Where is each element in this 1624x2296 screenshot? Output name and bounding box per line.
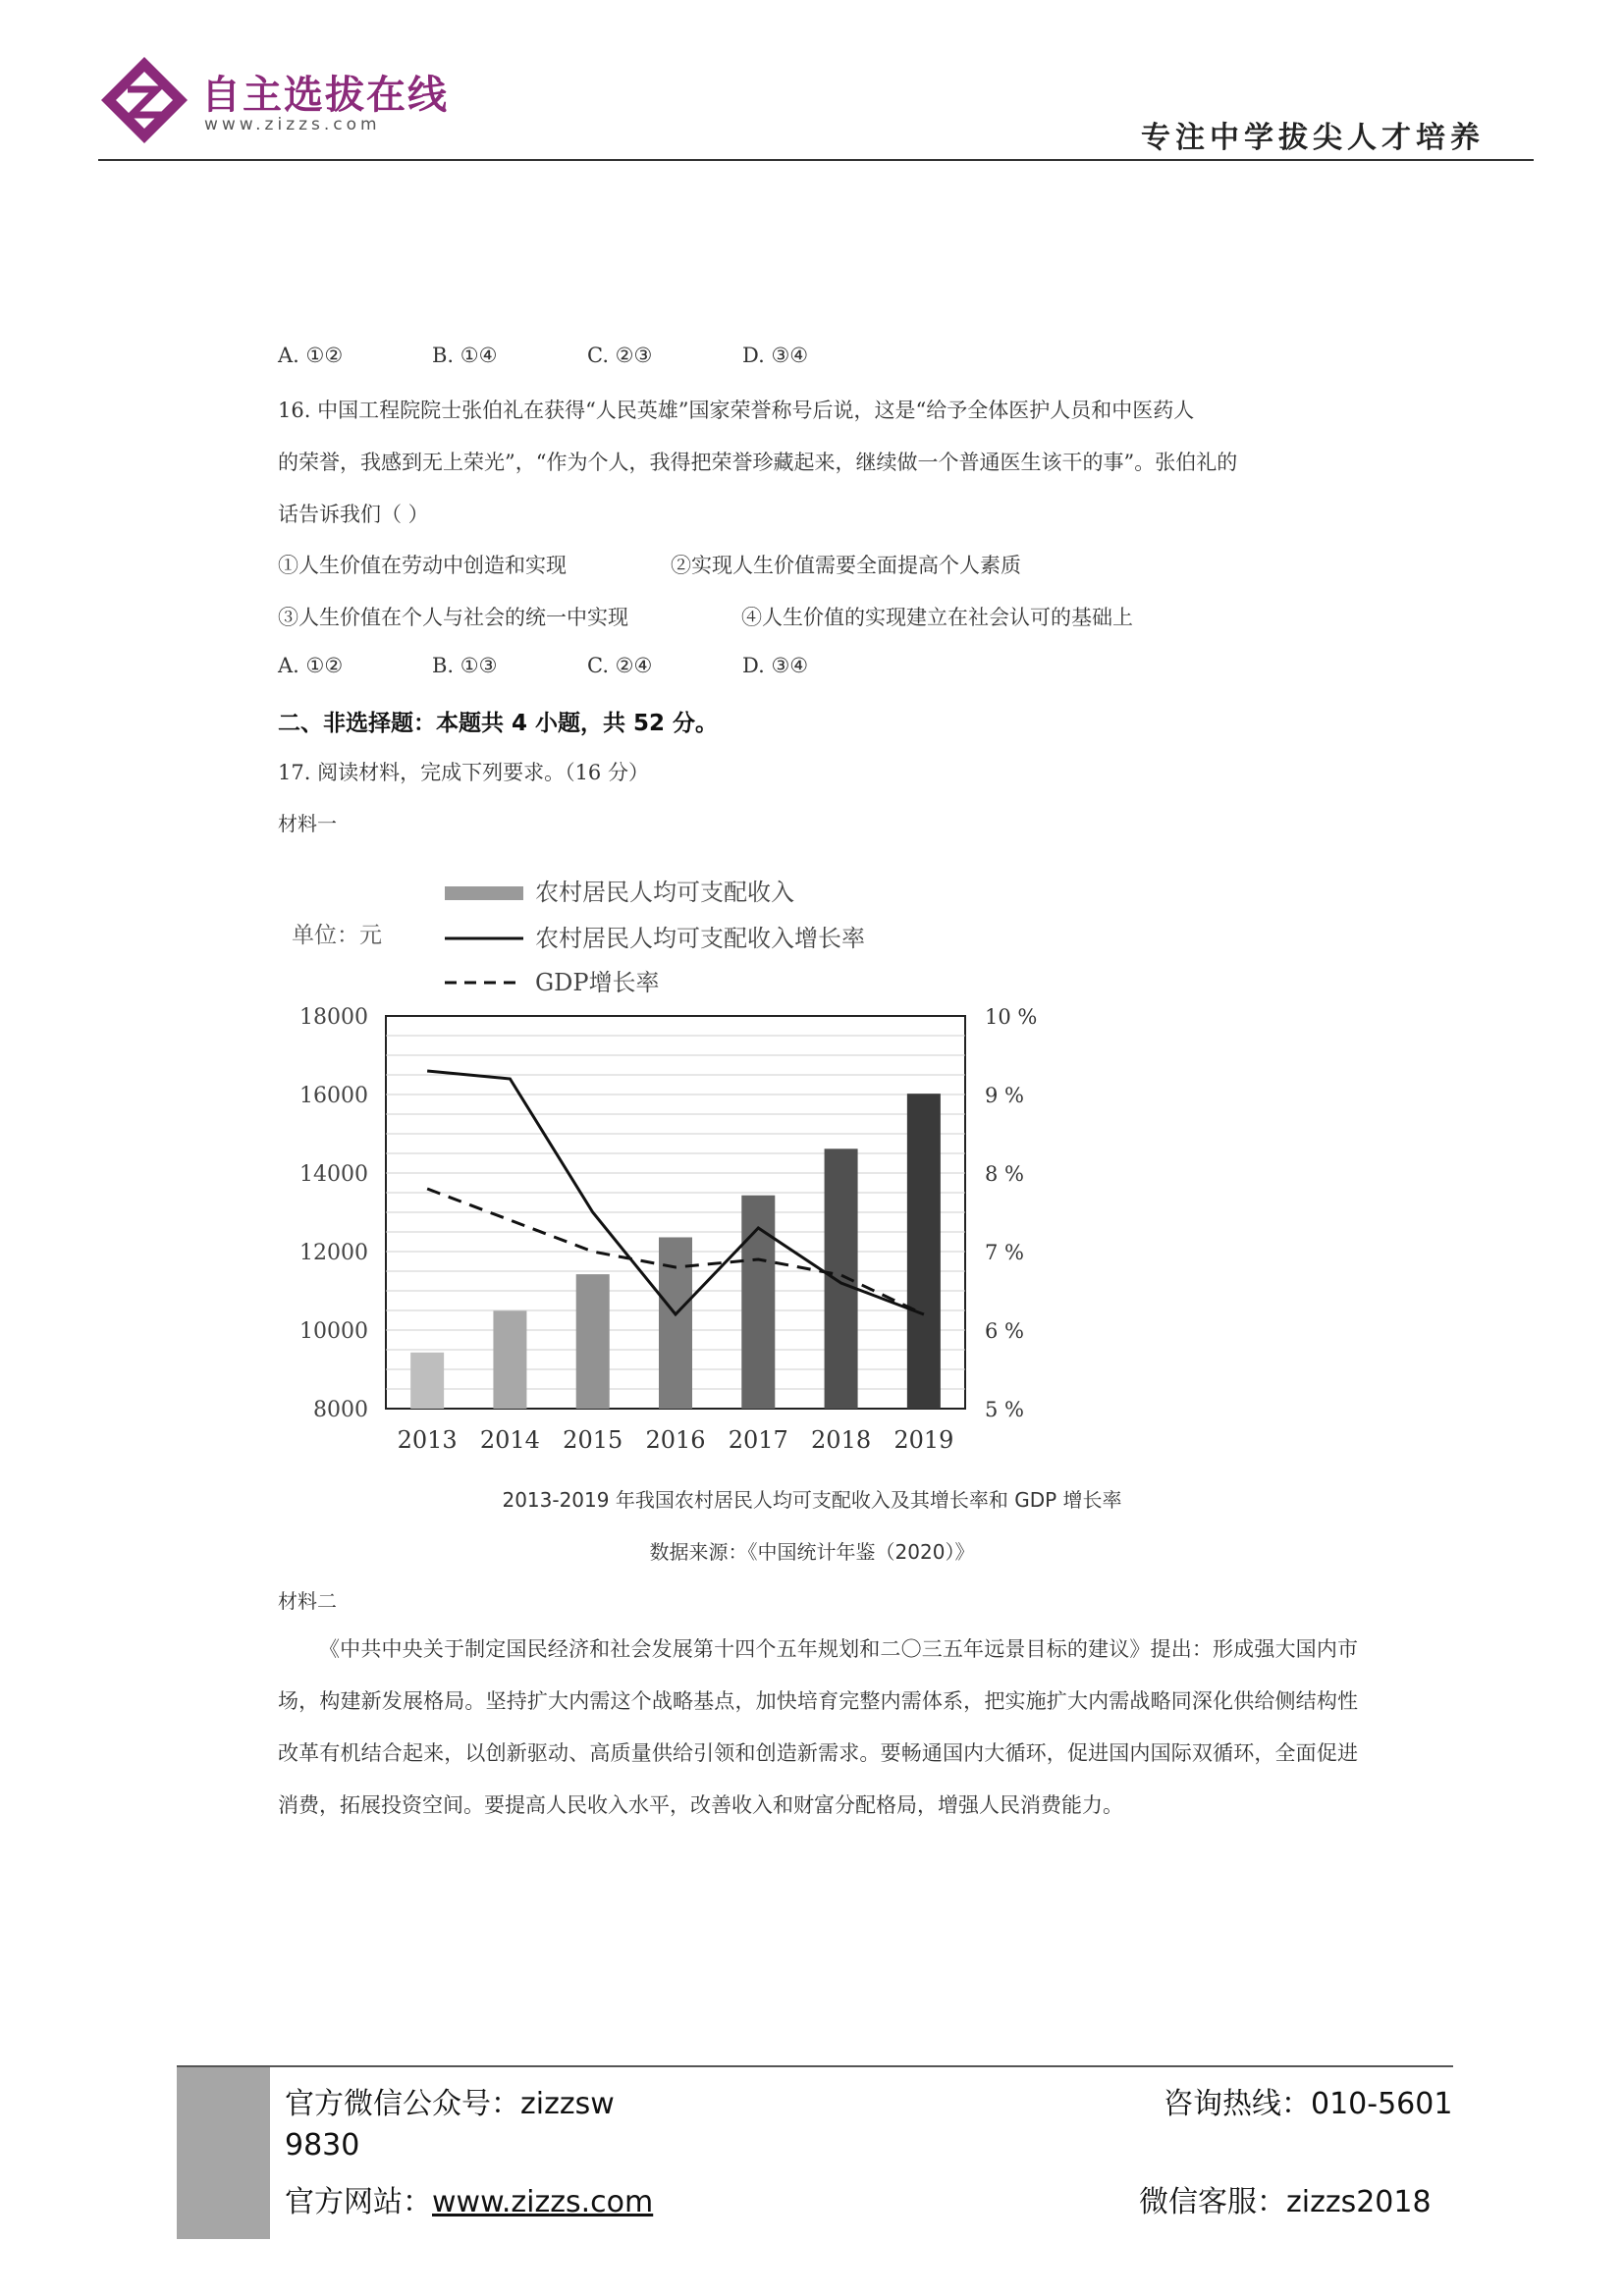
logo-url: www.zizzs.com	[204, 115, 381, 134]
material-2-label: 材料二	[278, 1589, 337, 1613]
footer-wechat-line-1: 官方微信公众号：zizzsw	[285, 2087, 615, 2121]
page-header	[98, 54, 1534, 162]
x-tick-label: 2019	[893, 1426, 954, 1453]
x-tick-label: 2018	[811, 1426, 872, 1453]
income-bar	[576, 1274, 610, 1409]
y-right-tick-label: 8 %	[985, 1162, 1024, 1186]
income-bar	[659, 1237, 692, 1409]
q16-stem-line-1: 16. 中国工程院院士张伯礼在获得“人民英雄”国家荣誉称号后说，这是“给予全体医护人员和中医药人	[278, 399, 1195, 422]
section-heading: 二、非选择题：本题共 4 小题，共 52 分。	[278, 711, 719, 736]
income-bar	[493, 1310, 526, 1409]
q16-statement-1: ①人生价值在劳动中创造和实现	[278, 554, 567, 577]
logo-diamond-icon	[98, 54, 191, 147]
x-tick-label: 2014	[479, 1426, 540, 1453]
q16-option-a: A. ①②	[278, 654, 344, 677]
income-bar	[907, 1094, 941, 1409]
q16-statement-2: ②实现人生价值需要全面提高个人素质	[671, 554, 1021, 577]
header-divider	[98, 159, 1534, 161]
footer-hotline: 咨询热线：010-5601	[1164, 2087, 1453, 2121]
income-bar	[825, 1148, 858, 1409]
x-tick-label: 2017	[728, 1426, 788, 1453]
legend-label: 农村居民人均可支配收入	[535, 879, 794, 906]
q16-statement-3: ③人生价值在个人与社会的统一中实现	[278, 606, 628, 629]
y-right-tick-label: 6 %	[985, 1319, 1024, 1343]
unit-label: 单位：元	[292, 923, 382, 948]
footer-side-bar	[177, 2067, 270, 2239]
footer-wechat-line-2: 9830	[285, 2128, 360, 2163]
y-right-tick-label: 9 %	[985, 1084, 1024, 1107]
x-tick-label: 2015	[563, 1426, 623, 1453]
y-left-tick-label: 10000	[299, 1319, 368, 1344]
y-right-tick-label: 10 %	[985, 1005, 1038, 1029]
footer-divider	[177, 2065, 1453, 2067]
q16-option-c: C. ②④	[587, 654, 653, 677]
chart-caption: 2013-2019 年我国农村居民人均可支配收入及其增长率和 GDP 增长率	[502, 1488, 1122, 1512]
q15-option-b: B. ①④	[432, 344, 498, 367]
income-growth-chart	[278, 864, 1054, 1453]
q16-stem-line-3: 话告诉我们（ ）	[278, 503, 429, 526]
footer-website-link[interactable]: www.zizzs.com	[432, 2185, 654, 2219]
legend-label: GDP增长率	[535, 969, 660, 996]
q16-stem-line-2: 的荣誉，我感到无上荣光”，“作为个人，我得把荣誉珍藏起来，继续做一个普通医生该干的事”。张伯礼的	[278, 451, 1238, 474]
y-left-tick-label: 12000	[299, 1241, 368, 1265]
x-tick-label: 2013	[397, 1426, 458, 1453]
y-left-tick-label: 16000	[299, 1084, 368, 1108]
chart-container	[278, 864, 1054, 1453]
footer-website-label: 官方网站：	[285, 2185, 432, 2219]
legend-label: 农村居民人均可支配收入增长率	[535, 925, 865, 952]
q15-option-d: D. ③④	[742, 344, 809, 367]
y-left-tick-label: 18000	[299, 1005, 368, 1030]
material-1-label: 材料一	[278, 812, 337, 835]
y-right-tick-label: 5 %	[985, 1398, 1024, 1421]
legend-swatch-bar	[445, 886, 523, 900]
material-2-text: 《中共中央关于制定国民经济和社会发展第十四个五年规划和二〇三五年远景目标的建议》提出：形成强大国内市场，构建新发展格局。坚持扩大内需这个战略基点，加快培育完整内需体系，把实施扩大内需战略同深化供给侧结构性改革有机结合起来，以创新驱动、高质量供给引领和创造新需求。要畅通国内大循环，促进国内国际双循环，全面促进消费，拓展投资空间。要提高人民收入水平，改善收入和财富分配格局，增强人民消费能力。	[278, 1637, 1358, 1817]
y-right-tick-label: 7 %	[985, 1241, 1024, 1264]
q17-stem: 17. 阅读材料，完成下列要求。（16 分）	[278, 761, 649, 784]
y-left-tick-label: 14000	[299, 1162, 368, 1187]
x-tick-label: 2016	[645, 1426, 706, 1453]
y-left-tick-label: 8000	[313, 1398, 368, 1422]
header-slogan: 专注中学拔尖人才培养	[1141, 121, 1485, 155]
footer-wechat-service: 微信客服：zizzs2018	[1139, 2185, 1432, 2219]
footer-website	[285, 2177, 653, 2220]
q16-option-d: D. ③④	[742, 654, 809, 677]
logo-title: 自主选拔在线	[201, 73, 449, 118]
chart-source: 数据来源：《中国统计年鉴（2020）》	[649, 1540, 975, 1564]
income-bar	[410, 1353, 444, 1409]
q15-option-c: C. ②③	[587, 344, 653, 367]
q16-option-b: B. ①③	[432, 654, 498, 677]
q16-statement-4: ④人生价值的实现建立在社会认可的基础上	[741, 606, 1133, 629]
q15-option-a: A. ①②	[278, 344, 344, 367]
